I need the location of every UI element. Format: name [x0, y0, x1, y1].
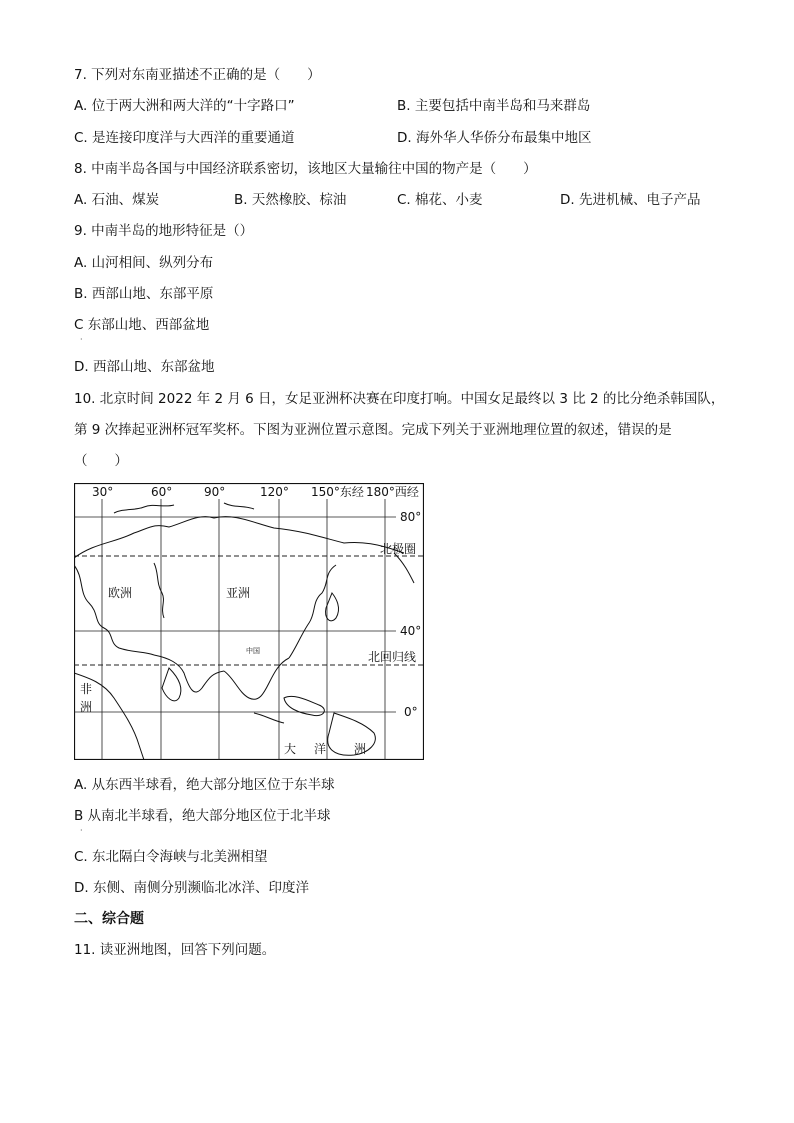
lon-label-180: 180°西经: [366, 485, 419, 499]
q7-option-a: A. 位于两大洲和两大洋的“十字路口”: [74, 98, 295, 114]
africa-label-2: 洲: [80, 700, 93, 714]
q8-option-c: C. 棉花、小麦: [397, 192, 483, 208]
q9-option-b: B. 西部山地、东部平原: [74, 286, 214, 302]
q9-option-d: D. 西部山地、东部盆地: [74, 359, 215, 375]
oceania-label-2: 洋: [314, 742, 327, 756]
asia-label: 亚洲: [226, 586, 251, 600]
q8-stem: 8. 中南半岛各国与中国经济联系密切，该地区大量输往中国的物产是（ ）: [74, 161, 537, 177]
lat-label-40: 40°: [400, 624, 422, 638]
lon-label-90: 90°: [204, 485, 226, 499]
asia-location-map: [74, 483, 424, 760]
tropic-cancer-label: 北回归线: [368, 650, 417, 664]
q10-option-a: A. 从东西半球看，绝大部分地区位于东半球: [74, 777, 335, 793]
q8-option-a: A. 石油、煤炭: [74, 192, 160, 208]
q10-option-d: D. 东侧、南侧分别濒临北冰洋、印度洋: [74, 880, 309, 896]
lon-label-60: 60°: [151, 485, 173, 499]
q7-option-d: D. 海外华人华侨分布最集中地区: [397, 130, 592, 146]
q10-stem-line2: 第 9 次捧起亚洲杯冠军奖杯。下图为亚洲位置示意图。完成下列关于亚洲地理位置的叙述，错误的是: [74, 422, 672, 438]
q9-option-a: A. 山河相间、纵列分布: [74, 255, 214, 271]
q11-stem: 11. 读亚洲地图，回答下列问题。: [74, 942, 276, 958]
q8-option-d: D. 先进机械、电子产品: [560, 192, 701, 208]
q8-option-b: B. 天然橡胶、棕油: [234, 192, 347, 208]
oceania-label-3: 洲: [354, 742, 367, 756]
stray-dot-2: ·: [80, 826, 83, 835]
q10-option-c: C. 东北隔白令海峡与北美洲相望: [74, 849, 268, 865]
q7-stem: 7. 下列对东南亚描述不正确的是（ ）: [74, 67, 321, 83]
lon-label-150: 150°东经: [311, 485, 364, 499]
q9-option-c: C 东部山地、西部盆地: [74, 317, 210, 333]
stray-dot: ·: [80, 335, 83, 344]
oceania-label-1: 大: [284, 742, 297, 756]
lat-label-0: 0°: [404, 705, 418, 719]
q10-option-b: B 从南北半球看，绝大部分地区位于北半球: [74, 808, 331, 824]
europe-label: 欧洲: [108, 586, 133, 600]
q7-option-b: B. 主要包括中南半岛和马来群岛: [397, 98, 591, 114]
lat-label-80: 80°: [400, 510, 422, 524]
q10-stem-line1: 10. 北京时间 2022 年 2 月 6 日，女足亚洲杯决赛在印度打响。中国女足最终以 3 比 2 的比分绝杀韩国队，: [74, 391, 725, 407]
arctic-circle-label: 北极圈: [380, 542, 417, 556]
q7-option-c: C. 是连接印度洋与大西洋的重要通道: [74, 130, 295, 146]
africa-label-1: 非: [80, 682, 93, 696]
q10-stem-line3: （ ）: [74, 453, 128, 469]
lon-label-30: 30°: [92, 485, 114, 499]
q9-stem: 9. 中南半岛的地形特征是（）: [74, 223, 254, 239]
china-label: 中国: [246, 647, 260, 655]
lon-label-120: 120°: [260, 485, 289, 499]
section-heading: 二、综合题: [74, 911, 144, 927]
